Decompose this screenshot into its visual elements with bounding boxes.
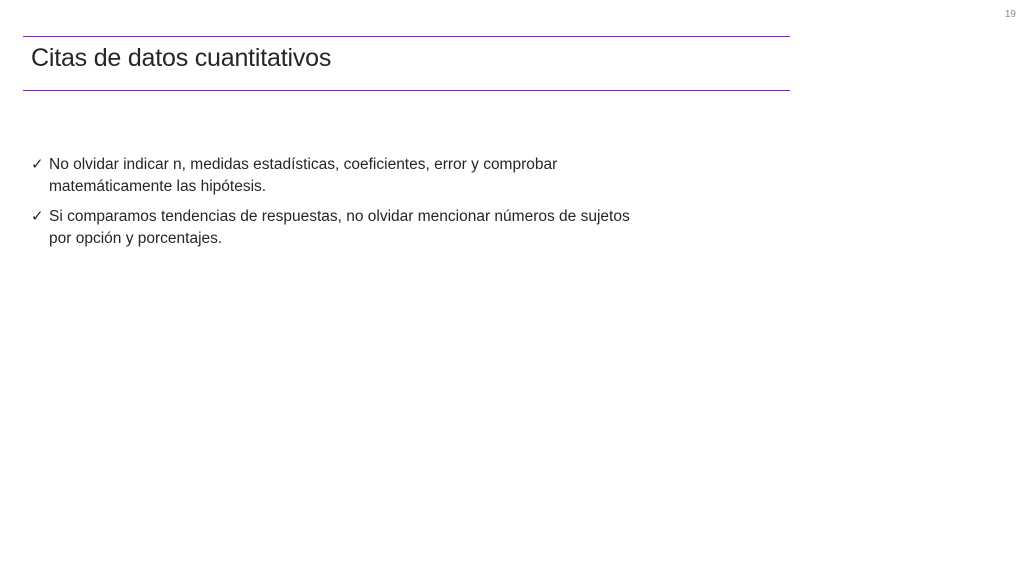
title-bottom-rule	[23, 90, 790, 91]
bullet-text: No olvidar indicar n, medidas estadísticas, coeficientes, error y comprobar matemáticamente las hipótesis.	[49, 156, 558, 195]
bullet-list	[31, 154, 631, 258]
bullet-item	[31, 154, 631, 198]
title-top-rule	[23, 36, 790, 37]
checkmark-icon: ✓	[31, 156, 44, 173]
page-number: 19	[1004, 9, 1016, 20]
slide-title: Citas de datos cuantitativos	[31, 44, 332, 72]
bullet-text: Si comparamos tendencias de respuestas, no olvidar mencionar números de sujetos por opción y porcentajes.	[49, 208, 630, 247]
bullet-item	[31, 206, 631, 250]
checkmark-icon: ✓	[31, 208, 44, 225]
